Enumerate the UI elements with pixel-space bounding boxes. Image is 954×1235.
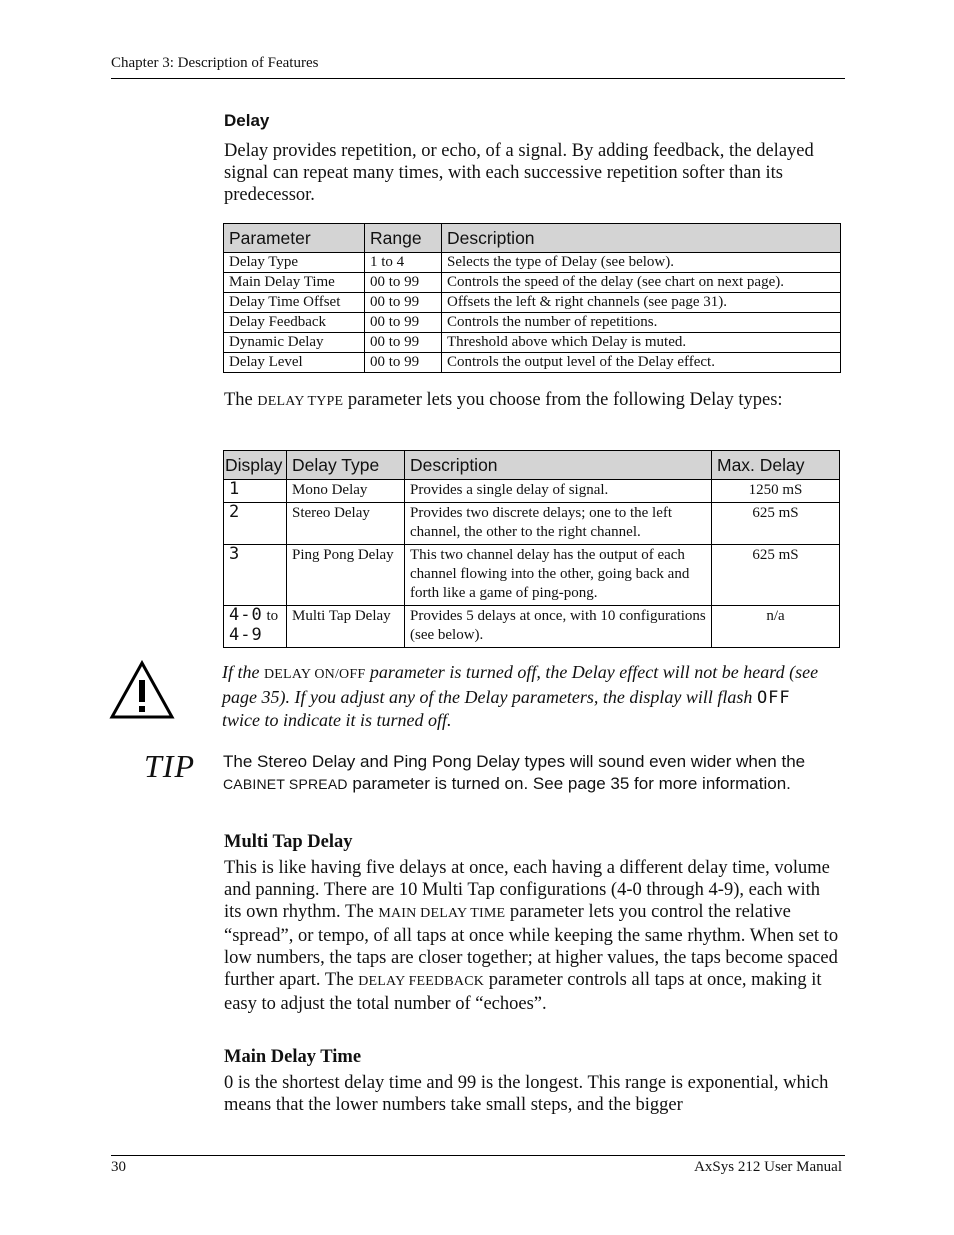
display-cell: [224, 606, 287, 648]
tip-text: The Stereo Delay and Ping Pong Delay types will sound even wider when the CABINET SPREAD parameter is turned on. See page 35 for more information.: [223, 752, 806, 793]
table-row: [224, 273, 841, 293]
max-delay-cell: n/a: [712, 606, 840, 648]
param-name-cell: Delay Feedback: [224, 313, 365, 333]
param-desc-cell: Offsets the left & right channels (see page 31).: [442, 293, 841, 313]
param-desc-cell: Selects the type of Delay (see below).: [442, 253, 841, 273]
type-desc-cell: Provides a single delay of signal.: [405, 480, 712, 503]
max-delay-cell: 625 mS: [712, 503, 840, 545]
param-desc-cell: Threshold above which Delay is muted.: [442, 333, 841, 353]
warning-triangle-icon: [109, 660, 175, 720]
col-header-max-delay: Max. Delay: [712, 451, 840, 480]
warning-text: If the DELAY ON/OFF parameter is turned off, the Delay effect will not be heard (see page 35). If you adjust any of the Delay parameters, the display will flash OFF twice to indicate it is turned off.: [222, 662, 819, 730]
page-number: 30: [111, 1159, 126, 1175]
delay-heading: Delay: [224, 111, 270, 130]
delay-feedback-param: DELAY FEEDBACK: [358, 974, 485, 989]
max-delay-cell: 1250 mS: [712, 480, 840, 503]
table-row: [224, 606, 840, 648]
delay-type-cell: Multi Tap Delay: [287, 606, 405, 648]
param-range-cell: 00 to 99: [365, 353, 442, 373]
display-to-label: to: [262, 608, 279, 624]
type-desc-cell: This two channel delay has the output of each channel flowing into the other, going back and forth like a game of ping-pong.: [405, 545, 712, 606]
table-row: [224, 253, 841, 273]
lcd-display-value: 4-9: [229, 625, 263, 645]
col-header-delay-type: Delay Type: [287, 451, 405, 480]
delay-onoff-param: DELAY ON/OFF: [264, 667, 366, 682]
col-header-parameter: Parameter: [224, 224, 365, 253]
display-cell: [224, 503, 287, 545]
lcd-display-value: 1: [229, 479, 241, 499]
param-name-cell: Delay Type: [224, 253, 365, 273]
table-row: [224, 333, 841, 353]
parameter-table: [223, 223, 841, 373]
table-row: [224, 503, 840, 545]
header-rule: [111, 78, 845, 79]
table-row: [224, 313, 841, 333]
chapter-header: Chapter 3: Description of Features: [111, 55, 319, 71]
off-display: OFF: [756, 688, 791, 708]
col-header-type-description: Description: [405, 451, 712, 480]
table-row: [224, 293, 841, 313]
table-row: [224, 353, 841, 373]
param-name-cell: Delay Level: [224, 353, 365, 373]
table-row: [224, 545, 840, 606]
display-cell: [224, 545, 287, 606]
delay-type-cell: Stereo Delay: [287, 503, 405, 545]
footer-rule: [111, 1155, 845, 1156]
table-row: [224, 480, 840, 503]
param-range-cell: 00 to 99: [365, 293, 442, 313]
param-range-cell: 00 to 99: [365, 313, 442, 333]
display-cell: [224, 480, 287, 503]
type-desc-cell: Provides 5 delays at once, with 10 configurations (see below).: [405, 606, 712, 648]
param-desc-cell: Controls the number of repetitions.: [442, 313, 841, 333]
main-delay-time-param: MAIN DELAY TIME: [378, 906, 506, 921]
main-delay-time-heading: Main Delay Time: [224, 1047, 362, 1067]
param-name-cell: Dynamic Delay: [224, 333, 365, 353]
param-range-cell: 00 to 99: [365, 333, 442, 353]
type-desc-cell: Provides two discrete delays; one to the left channel, the other to the right channel.: [405, 503, 712, 545]
param-range-cell: 1 to 4: [365, 253, 442, 273]
manual-title: AxSys 212 User Manual: [694, 1159, 842, 1175]
lcd-display-value: 4-0: [229, 605, 263, 625]
multi-tap-text: This is like having five delays at once, each having a different delay time, volume and panning. There are 10 Multi Tap configurations (4-0 through 4-9), each with its own rhythm. The MAIN DELAY TIME parameter lets you control the relative “spread”, or tempo, of all taps at once while keeping the same rhythm. When set to low numbers, the taps are closer together; at higher values, the taps become spaced further apart. The DELAY FEEDBACK parameter controls all taps at once, making it easy to adjust the total number of “echoes”.: [224, 858, 839, 1014]
col-header-range: Range: [365, 224, 442, 253]
param-desc-cell: Controls the speed of the delay (see chart on next page).: [442, 273, 841, 293]
param-range-cell: 00 to 99: [365, 273, 442, 293]
cabinet-spread-param: CABINET SPREAD: [223, 776, 348, 792]
param-name-cell: Main Delay Time: [224, 273, 365, 293]
delay-type-param: DELAY TYPE: [257, 394, 344, 409]
col-header-description: Description: [442, 224, 841, 253]
main-delay-time-text: 0 is the shortest delay time and 99 is the longest. This range is exponential, which means that the lower numbers take small steps, and the bigger: [224, 1073, 829, 1115]
tip-label: TIP: [144, 748, 195, 784]
delay-type-cell: Ping Pong Delay: [287, 545, 405, 606]
max-delay-cell: 625 mS: [712, 545, 840, 606]
param-desc-cell: Controls the output level of the Delay effect.: [442, 353, 841, 373]
delay-intro: Delay provides repetition, or echo, of a signal. By adding feedback, the delayed signal can repeat many times, with each successive repetition softer than its predecessor.: [224, 141, 814, 205]
multi-tap-heading: Multi Tap Delay: [224, 832, 353, 852]
col-header-display: Display: [224, 451, 287, 480]
delay-type-table: [223, 450, 840, 648]
lcd-display-value: 3: [229, 544, 241, 564]
lcd-display-value: 2: [229, 502, 241, 522]
delay-type-cell: Mono Delay: [287, 480, 405, 503]
delay-type-paragraph: The DELAY TYPE parameter lets you choose from the following Delay types:: [224, 390, 783, 410]
param-name-cell: Delay Time Offset: [224, 293, 365, 313]
